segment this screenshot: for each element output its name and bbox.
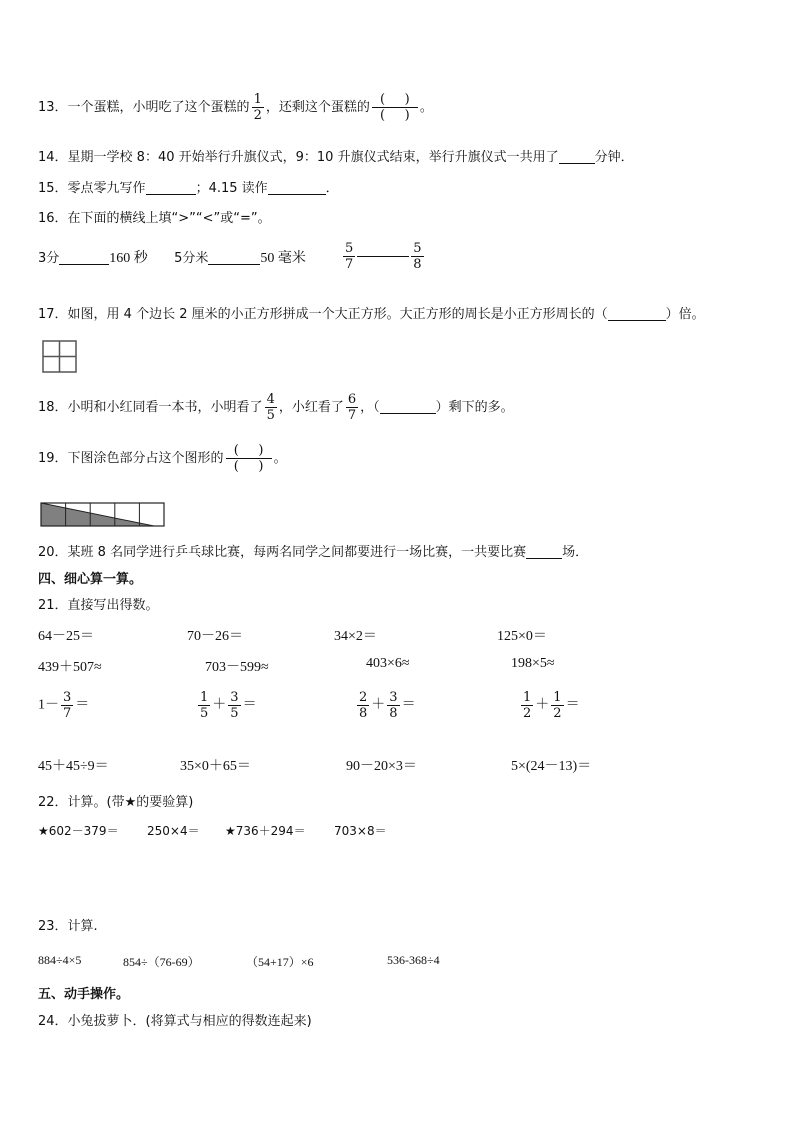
calc-item: 250×4＝ (147, 824, 200, 838)
question-number: 20． (38, 545, 68, 560)
calc-item: 35×0＋65＝ (180, 759, 251, 774)
calc-item: 403×6≈ (366, 656, 410, 671)
calc-item: ★736＋294＝ (225, 824, 306, 838)
question-18: 18．小明和小红同看一本书，小明看了 $\frac{4}{5}$ ，小红看了 $\frac{6}{7}$ ，（ ）剩下的多。 (38, 392, 514, 423)
answer-fraction-blank[interactable]: $\frac{( )}{( )}$ (372, 92, 418, 123)
fraction: $\frac{1}{2}$ (253, 92, 262, 123)
section-heading: 四、细心算一算。 (38, 572, 143, 587)
question-number: 16． (38, 211, 68, 226)
shaded-strip-figure (40, 502, 166, 528)
question-text: 在下面的横线上填“>”“<”或“=”。 (67, 211, 271, 226)
calc-item: $\frac{1}{5}$ ＋ $\frac{3}{5}$ ＝ (200, 690, 257, 721)
question-number: 14． (38, 150, 68, 165)
calc-item: 5×(24－13)＝ (511, 759, 592, 774)
question-text: 星期一学校 8：40 开始举行升旗仪式，9：10 升旗仪式结束，举行升旗仪式一共用了 (67, 150, 559, 165)
question-20: 20．某班 8 名同学进行乒乓球比赛，每两名同学之间都要进行一场比赛，一共要比赛 场． (38, 545, 589, 560)
question-number: 21． (38, 598, 68, 613)
answer-blank[interactable] (380, 399, 436, 414)
question-15: 15．零点零九写作 ；4.15 读作 ． (38, 181, 339, 196)
question-16 (38, 207, 271, 226)
calc-item: 70－26＝ (187, 629, 243, 644)
question-21: 21．直接写出得数。 (38, 598, 159, 613)
fraction: $\frac{5}{8}$ (413, 241, 422, 272)
question-22: 22．计算。(带★的要验算) (38, 795, 194, 810)
question-number: 17． (38, 307, 68, 322)
compare-fractions (341, 241, 426, 272)
question-number: 19． (38, 451, 68, 466)
calc-item: （54+17）×6 (246, 955, 314, 969)
question-number: 22． (38, 795, 68, 810)
fraction: $\frac{5}{7}$ (345, 241, 354, 272)
question-19: 19．下图涂色部分占这个图形的 $\frac{( )}{( )}$ 。 (38, 443, 287, 474)
calc-item: 34×2＝ (334, 629, 377, 644)
question-number: 18． (38, 400, 68, 415)
question-number: 15． (38, 181, 68, 196)
calc-item: 439＋507≈ (38, 660, 102, 675)
answer-blank[interactable] (357, 256, 409, 257)
question-24: 24．小兔拔萝卜．(将算式与相应的得数连起来) (38, 1014, 312, 1029)
calc-item: 1－ $\frac{3}{7}$ ＝ (38, 690, 90, 721)
question-number: 13． (38, 100, 68, 115)
calc-item: $\frac{2}{8}$ ＋ $\frac{3}{8}$ ＝ (359, 690, 416, 721)
answer-blank[interactable] (608, 306, 666, 321)
calc-item: 854÷（76-69） (123, 955, 200, 969)
question-17: 17．如图，用 4 个边长 2 厘米的小正方形拼成一个大正方形。大正方形的周长是小正方形周长的（ ）倍。 (38, 307, 705, 322)
calc-item: 45＋45÷9＝ (38, 759, 109, 774)
section-heading: 五、动手操作。 (38, 987, 130, 1002)
answer-blank[interactable] (208, 250, 260, 265)
calc-item: 125×0＝ (497, 629, 547, 644)
square-grid-figure (42, 340, 78, 374)
answer-fraction-blank[interactable]: $\frac{( )}{( )}$ (226, 443, 272, 474)
question-14: 14．星期一学校 8：40 开始举行升旗仪式，9：10 升旗仪式结束，举行升旗仪式一共用了 分钟． (38, 150, 634, 165)
question-13: 13．一个蛋糕，小明吃了这个蛋糕的 $\frac{1}{2}$ ，还剩这个蛋糕的 $\frac{( )}{( )}$ 。 (38, 92, 433, 123)
fraction: $\frac{4}{5}$ (266, 392, 275, 423)
question-text: ，还剩这个蛋糕的 (265, 100, 370, 115)
calc-item: 703×8＝ (334, 824, 387, 838)
compare-row: 3分 160 秒 5分米 50 毫米 (38, 251, 306, 266)
answer-blank[interactable] (526, 544, 562, 559)
calc-item: ★602－379＝ (38, 824, 119, 838)
calc-item: 884÷4×5 (38, 953, 82, 967)
calc-item: 703－599≈ (205, 660, 269, 675)
answer-blank[interactable] (59, 250, 109, 265)
fraction: $\frac{6}{7}$ (347, 392, 357, 423)
answer-blank[interactable] (268, 180, 326, 195)
calc-item: 64－25＝ (38, 629, 94, 644)
answer-blank[interactable] (559, 149, 595, 164)
question-number: 23． (38, 919, 68, 934)
question-number: 24． (38, 1014, 68, 1029)
answer-blank[interactable] (146, 180, 196, 195)
calc-item: 536-368÷4 (387, 953, 440, 967)
calc-item: $\frac{1}{2}$ ＋ $\frac{1}{2}$ ＝ (523, 690, 580, 721)
question-text: 一个蛋糕，小明吃了这个蛋糕的 (67, 100, 250, 115)
calc-item: 90－20×3＝ (346, 759, 417, 774)
calc-item: 198×5≈ (511, 656, 555, 671)
question-23: 23．计算. (38, 919, 98, 934)
